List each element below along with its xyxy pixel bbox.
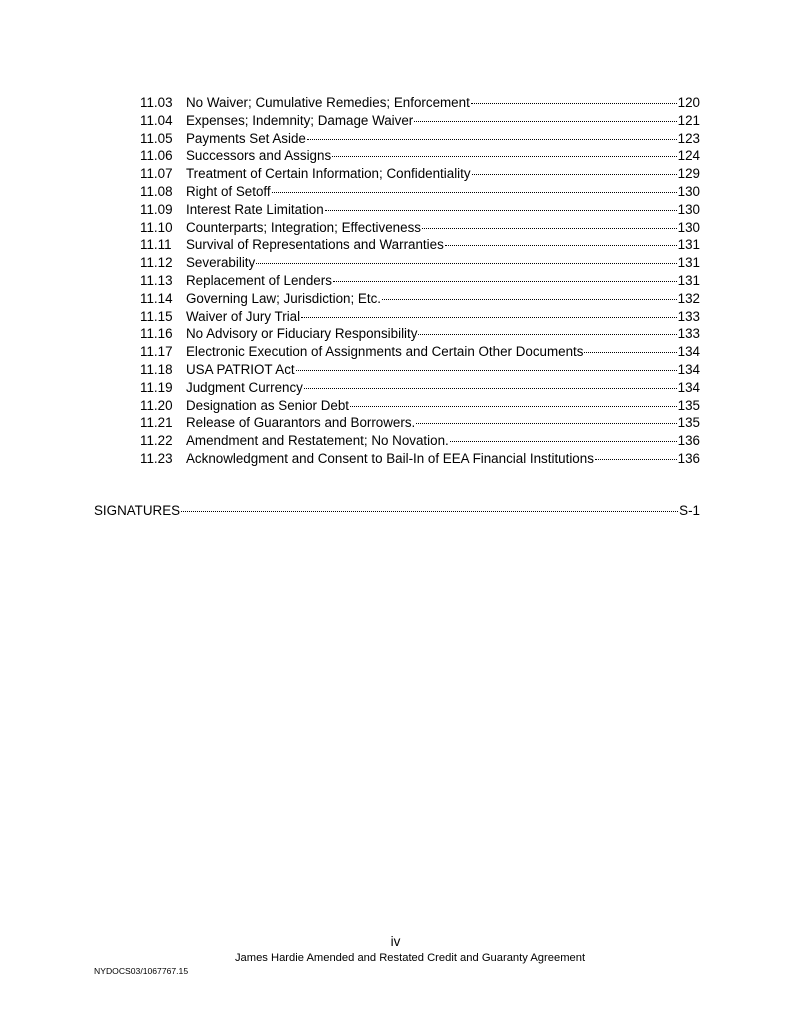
toc-entry <box>140 432 700 450</box>
footer-document-title: James Hardie Amended and Restated Credit and Guaranty Agreement <box>234 952 586 964</box>
toc-entry <box>140 343 700 361</box>
toc-entry-title: Release of Guarantors and Borrowers. <box>186 415 416 431</box>
toc-signatures-title: SIGNATURES <box>94 503 181 518</box>
toc-entry-page: 133 <box>677 308 700 324</box>
toc-entry <box>140 147 700 165</box>
toc-entry <box>140 397 700 415</box>
toc-entry-page: 130 <box>677 219 700 235</box>
toc-entry-title: Replacement of Lenders <box>186 272 332 288</box>
toc-entry-title: Severability <box>186 255 256 271</box>
toc-signatures-page: S-1 <box>679 503 700 518</box>
toc-entry-number: 11.04 <box>140 112 173 128</box>
toc-entry-title: Electronic Execution of Assignments and Certain Other Documents <box>186 344 584 360</box>
toc-entry-page: 132 <box>677 290 700 306</box>
toc-entry-number: 11.13 <box>140 272 173 288</box>
toc-dot-leader <box>584 352 676 353</box>
toc-entry <box>140 112 700 130</box>
toc-entry-number: 11.06 <box>140 148 173 164</box>
toc-entry-number: 11.23 <box>140 450 173 466</box>
toc-dot-leader <box>304 388 677 389</box>
toc-entry <box>140 361 700 379</box>
toc-entry-title: Acknowledgment and Consent to Bail-In of EEA Financial Institutions <box>186 450 594 466</box>
toc-entry-title: Expenses; Indemnity; Damage Waiver <box>186 112 414 128</box>
toc-entry <box>140 450 700 468</box>
toc-dot-leader <box>272 192 677 193</box>
toc-entry <box>140 183 700 201</box>
toc-dot-leader <box>325 210 677 211</box>
toc-dot-leader <box>296 370 677 371</box>
toc-entry <box>140 254 700 272</box>
toc-entry-page: 133 <box>677 326 700 342</box>
toc-entry-number: 11.19 <box>140 379 173 395</box>
toc-entry-title: Treatment of Certain Information; Confidentiality <box>186 166 471 182</box>
toc-dot-leader <box>472 174 677 175</box>
toc-entry <box>140 290 700 308</box>
toc-entry-number: 11.10 <box>140 219 173 235</box>
toc-entry-page: 135 <box>677 415 700 431</box>
toc-dot-leader <box>301 317 677 318</box>
toc-entry-number: 11.11 <box>140 237 172 253</box>
toc-entry-page: 124 <box>677 148 700 164</box>
page-number: iv <box>390 934 401 949</box>
toc-entry-page: 120 <box>677 95 700 110</box>
toc-entry-page: 134 <box>677 379 700 395</box>
toc-entry-page: 131 <box>677 272 700 288</box>
toc-entry <box>140 165 700 183</box>
toc-entry-title: Amendment and Restatement; No Novation. <box>186 433 449 449</box>
toc-entry-title: No Waiver; Cumulative Remedies; Enforcement <box>186 95 470 110</box>
toc-entry-page: 135 <box>677 397 700 413</box>
toc-entry-number: 11.18 <box>140 361 173 377</box>
toc-entry <box>140 308 700 326</box>
toc-entry-number: 11.20 <box>140 397 173 413</box>
toc-entry-number: 11.08 <box>140 183 173 199</box>
toc-dot-leader <box>332 156 677 157</box>
toc-entry-number: 11.14 <box>140 290 173 306</box>
toc-entry-number: 11.12 <box>140 255 173 271</box>
toc-entry-number: 11.09 <box>140 201 173 217</box>
toc-dot-leader <box>181 511 678 512</box>
toc-dot-leader <box>450 441 677 442</box>
toc-entry-number: 11.05 <box>140 130 173 146</box>
toc-dot-leader <box>333 281 677 282</box>
toc-entry-number: 11.15 <box>140 308 173 324</box>
toc-dot-leader <box>382 299 677 300</box>
toc-dot-leader <box>471 103 677 104</box>
toc-entry-title: Judgment Currency <box>186 379 303 395</box>
toc-entry-page: 136 <box>677 433 700 449</box>
toc-entry-title: Counterparts; Integration; Effectiveness <box>186 219 421 235</box>
footer-document-id: NYDOCS03/1067767.15 <box>94 966 189 976</box>
toc-entry-page: 134 <box>677 344 700 360</box>
toc-dot-leader <box>418 334 676 335</box>
toc-entry-number: 11.21 <box>140 415 173 431</box>
toc-entry-number: 11.22 <box>140 433 173 449</box>
toc-entry-number: 11.16 <box>140 326 173 342</box>
toc-dot-leader <box>595 459 677 460</box>
toc-entry-page: 136 <box>677 450 700 466</box>
toc-entry <box>140 325 700 343</box>
toc-entry-title: Survival of Representations and Warranties <box>186 237 444 253</box>
toc-entry-title: No Advisory or Fiduciary Responsibility <box>186 326 418 342</box>
toc-entry-title: Successors and Assigns <box>186 148 332 164</box>
toc-entry-title: Governing Law; Jurisdiction; Etc. <box>186 290 381 306</box>
toc-entry <box>140 219 700 237</box>
toc-entry-page: 129 <box>677 166 700 182</box>
toc-entry-number: 11.03 <box>140 95 173 110</box>
toc-entry-title: Payments Set Aside <box>186 130 306 146</box>
toc-entry-number: 11.17 <box>140 344 173 360</box>
toc-entry <box>140 130 700 148</box>
toc-entry-page: 134 <box>677 361 700 377</box>
toc-entry-page: 123 <box>677 130 700 146</box>
toc-entry-number: 11.07 <box>140 166 173 182</box>
toc-entry <box>140 94 700 112</box>
toc-list <box>140 94 700 468</box>
toc-entry <box>140 379 700 397</box>
toc-dot-leader <box>416 423 676 424</box>
toc-entry <box>140 201 700 219</box>
toc-entry-page: 130 <box>677 183 700 199</box>
toc-entry-title: Designation as Senior Debt <box>186 397 350 413</box>
toc-entry-title: USA PATRIOT Act <box>186 361 295 377</box>
toc-entry-page: 131 <box>677 237 700 253</box>
toc-dot-leader <box>445 245 677 246</box>
toc-entry <box>140 236 700 254</box>
toc-entry-page: 121 <box>677 112 700 128</box>
toc-entry <box>140 414 700 432</box>
toc-dot-leader <box>414 121 676 122</box>
toc-entry-page: 130 <box>677 201 700 217</box>
toc-dot-leader <box>350 406 677 407</box>
toc-dot-leader <box>256 263 676 264</box>
toc-dot-leader <box>307 139 677 140</box>
toc-entry-page: 131 <box>677 255 700 271</box>
toc-signatures-row <box>94 502 700 520</box>
toc-entry <box>140 272 700 290</box>
toc-entry-title: Waiver of Jury Trial <box>186 308 301 324</box>
toc-entry-title: Right of Setoff <box>186 183 271 199</box>
toc-dot-leader <box>422 228 677 229</box>
toc-entry-title: Interest Rate Limitation <box>186 201 324 217</box>
